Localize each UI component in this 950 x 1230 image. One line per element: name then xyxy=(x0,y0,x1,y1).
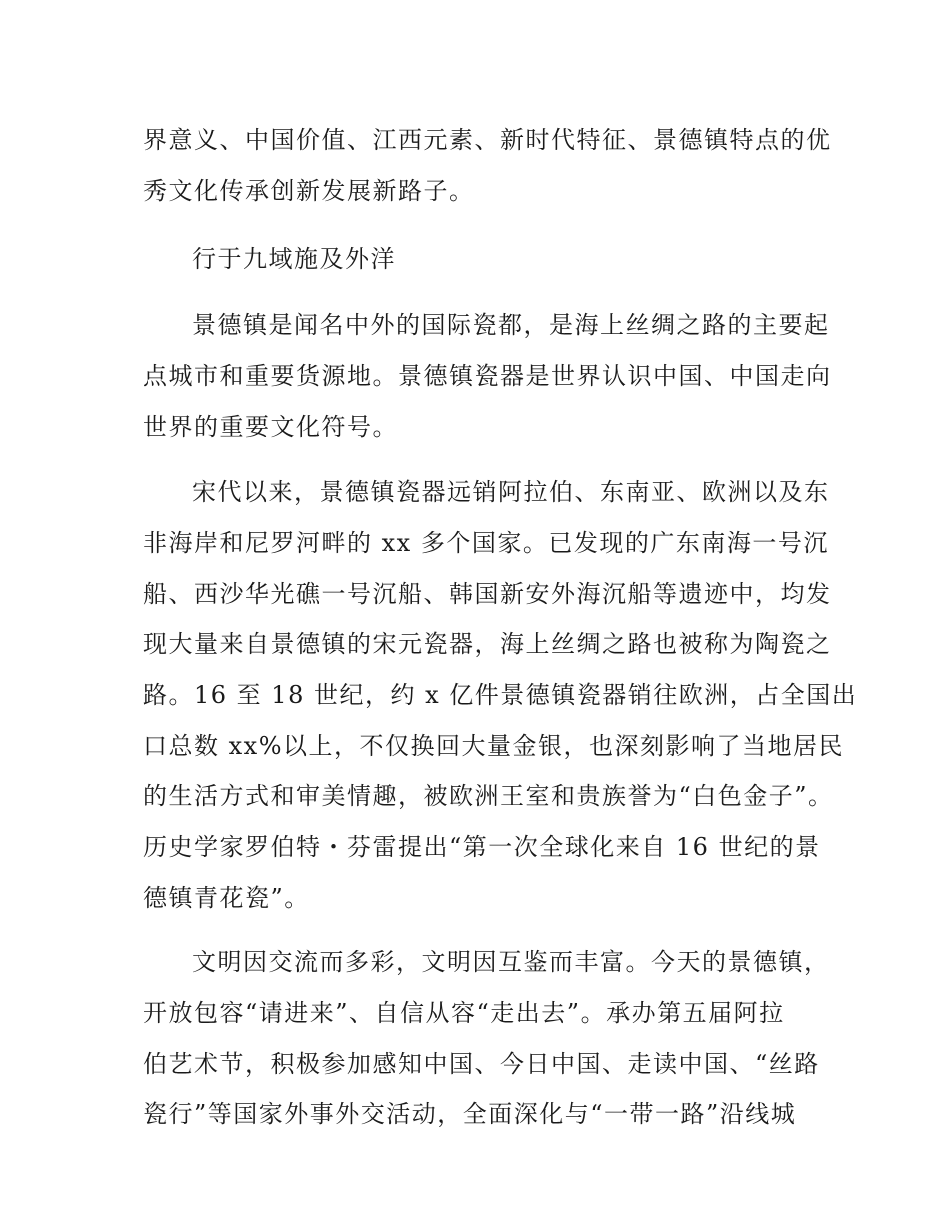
paragraph-first-line: 文明因交流而多彩，文明因互鉴而丰富。今天的景德镇， xyxy=(192,948,830,976)
text-line: 现大量来自景德镇的宋元瓷器，海上丝绸之路也被称为陶瓷之 xyxy=(143,630,832,658)
text-line: 瓷行”等国家外事外交活动，全面深化与“一带一路”沿线城 xyxy=(143,1100,797,1128)
text-line: 的生活方式和审美情趣，被欧洲王室和贵族誉为“白色金子”。 xyxy=(143,782,834,810)
text-line: 秀文化传承创新发展新路子。 xyxy=(143,177,475,205)
text-line: 点城市和重要货源地。景德镇瓷器是世界认识中国、中国走向 xyxy=(143,362,832,390)
text-line: 界意义、中国价值、江西元素、新时代特征、景德镇特点的优 xyxy=(143,126,832,154)
text-line: 路。16 至 18 世纪，约 x 亿件景德镇瓷器销往欧洲，占全国出 xyxy=(143,681,858,709)
text-line: 德镇青花瓷”。 xyxy=(143,884,310,912)
text-line: 开放包容“请进来”、自信从容“走出去”。承办第五届阿拉 xyxy=(143,999,785,1027)
text-line: 世界的重要文化符号。 xyxy=(143,413,398,441)
paragraph-first-line: 景德镇是闻名中外的国际瓷都，是海上丝绸之路的主要起 xyxy=(192,311,830,339)
text-line: 历史学家罗伯特・芬雷提出“第一次全球化来自 16 世纪的景 xyxy=(143,833,821,861)
text-line: 船、西沙华光礁一号沉船、韩国新安外海沉船等遗迹中，均发 xyxy=(143,580,832,608)
paragraph-first-line: 宋代以来，景德镇瓷器远销阿拉伯、东南亚、欧洲以及东 xyxy=(192,478,830,506)
text-line: 伯艺术节，积极参加感知中国、今日中国、走读中国、“丝路 xyxy=(143,1050,820,1078)
text-line: 口总数 xx%以上，不仅换回大量金银，也深刻影响了当地居民 xyxy=(143,732,845,760)
text-line: 非海岸和尼罗河畔的 xx 多个国家。已发现的广东南海一号沉 xyxy=(143,529,829,557)
section-heading: 行于九域施及外洋 xyxy=(192,245,396,273)
